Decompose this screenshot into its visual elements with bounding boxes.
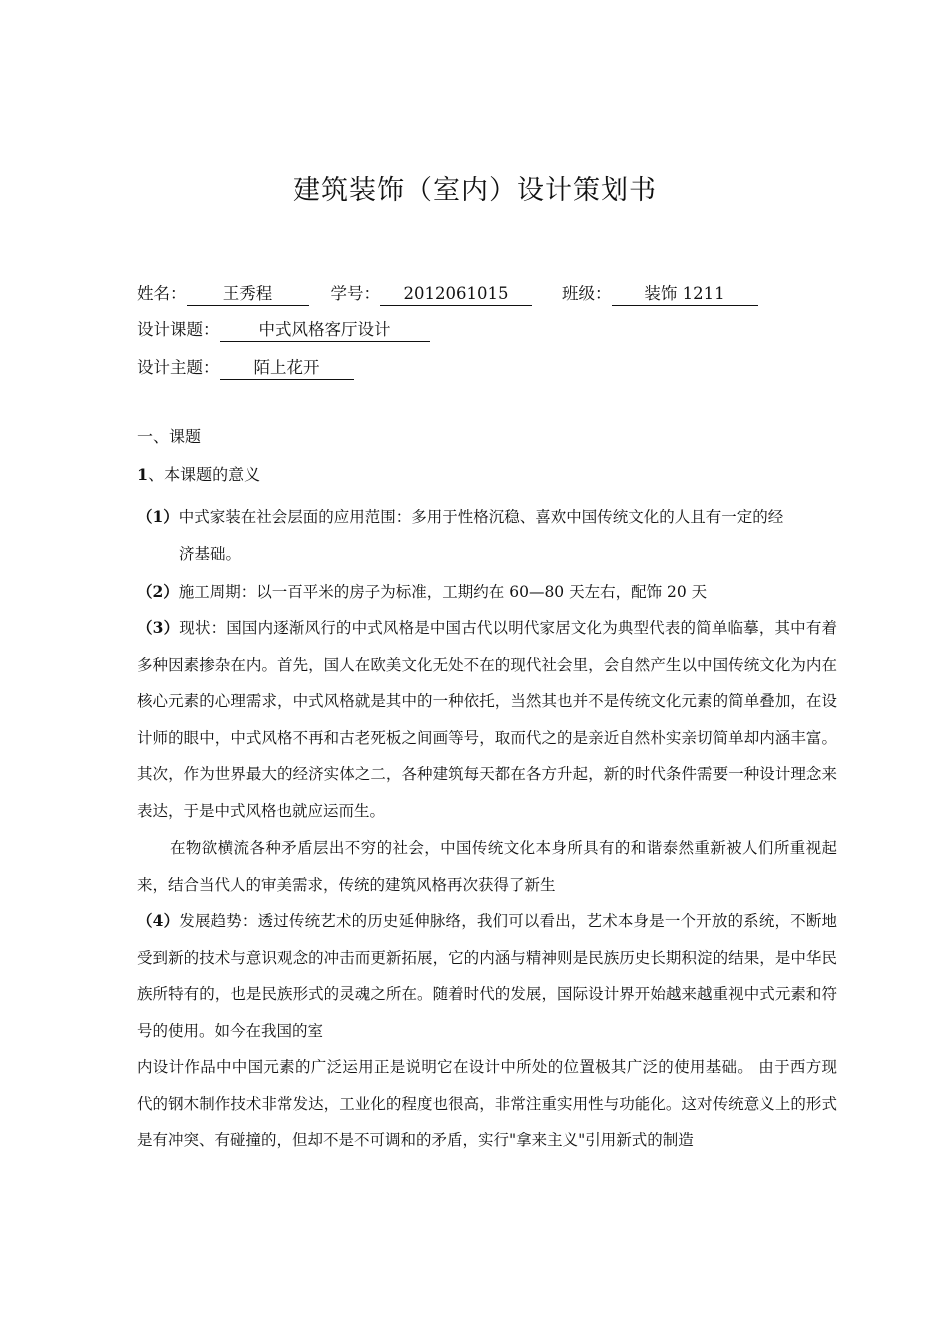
student-id-value: 2012061015: [380, 284, 532, 306]
theme-label: 设计主题：: [137, 358, 220, 377]
paragraph-text: 现状：国国内逐渐风行的中式风格是中国古代以明代家居文化为典型代表的简单临摹，其中有着多种因素掺杂在内。首先，国人在欧美文化无处不在的现代社会里，会自然产生以中国传统文化为内在核心元素的心理需求，中式风格就是其中的一种依托，当然其也并不是传统文化元素的简单叠加，在设计师的眼中，中式风格不再和古老死板之间画等号，取而代之的是亲近自然朴实亲切简单却内涵丰富。其次，作为世界最大的经济实体之二，各种建筑每天都在各方升起，新的时代条件需要一种设计理念来表达，于是中式风格也就应运而生。: [137, 619, 837, 820]
design-theme-row: [137, 354, 354, 380]
design-topic-row: [137, 316, 430, 342]
paragraph-text: 中式家装在社会层面的应用范围：多用于性格沉稳、喜欢中国传统文化的人且有一定的经: [178, 508, 784, 526]
document-title: 建筑装饰（室内）设计策划书: [293, 175, 657, 206]
item-number: （4）: [137, 911, 180, 930]
paragraph-6: 内设计作品中中国元素的广泛运用正是说明它在设计中所处的位置极其广泛的使用基础。 由于西方现代的钢木制作技术非常发达，工业化的程度也很高，非常注重实用性与功能化。这对传统意义上的形式是有冲突、有碰撞的，但却不是不可调和的矛盾，实行"拿来主义"引用新式的制造: [137, 1058, 837, 1149]
topic-value: 中式风格客厅设计: [220, 320, 430, 342]
name-value: 王秀程: [187, 284, 309, 306]
name-label: 姓名：: [137, 284, 187, 303]
topic-label: 设计课题：: [137, 320, 220, 339]
theme-value: 陌上花开: [220, 358, 354, 380]
student-info-row: [137, 280, 758, 306]
item-number: （3）: [137, 618, 180, 637]
item-number: （1）: [137, 507, 179, 526]
paragraph-1: [137, 499, 837, 572]
paragraph-2: [137, 574, 837, 611]
paragraph-text: 发展趋势：透过传统艺术的历史延伸脉络，我们可以看出，艺术本身是一个开放的系统，不断地受到新的技术与意识观念的冲击而更新拓展，它的内涵与精神则是民族历史长期积淀的结果，是中华民族所特有的，也是民族形式的灵魂之所在。随着时代的发展，国际设计界开始越来越重视中式元素和符号的使用。如今在我国的室: [137, 912, 837, 1040]
paragraph-text: 济基础。: [179, 544, 242, 563]
paragraph-4: 在物欲横流各种矛盾层出不穷的社会，中国传统文化本身所具有的和谐泰然重新被人们所重视起来，结合当代人的审美需求，传统的建筑风格再次获得了新生: [137, 839, 837, 894]
paragraph-5: [137, 903, 837, 1049]
paragraph-text: 施工周期：以一百平米的房子为标准，工期约在 60—80 天左右，配饰 20 天: [178, 583, 708, 601]
item-number: （2）: [137, 582, 179, 601]
class-label: 班级：: [562, 284, 612, 303]
subsection-number: 1: [137, 465, 149, 484]
paragraph-3: [137, 610, 837, 829]
subsection-heading: [137, 462, 260, 485]
subsection-title: 、本课题的意义: [148, 465, 261, 484]
section-heading: 一、课题: [137, 427, 202, 446]
student-id-label: 学号：: [330, 284, 380, 303]
class-value: 装饰 1211: [612, 284, 758, 306]
